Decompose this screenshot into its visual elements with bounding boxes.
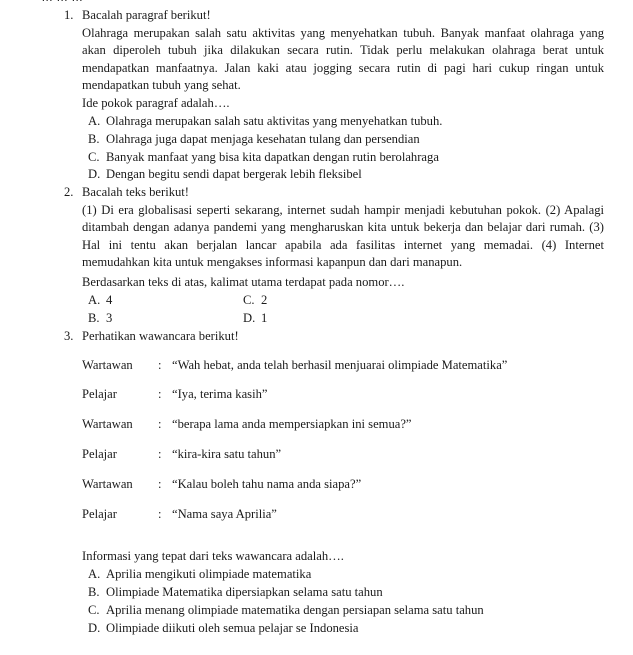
dialogue-separator: : (158, 358, 162, 372)
dialogue-separator: : (158, 417, 162, 431)
question-2-instruction: Bacalah teks berikut! (82, 185, 190, 199)
question-1-option-b[interactable]: B. Olahraga juga dapat menjaga kesehatan tulang dan persendian (88, 132, 420, 146)
dialogue-separator: : (158, 447, 162, 461)
dialogue-line: “Iya, terima kasih” (172, 387, 268, 401)
question-2-option-c[interactable]: C. 2 (243, 293, 268, 307)
question-3-number: 3. (64, 329, 74, 343)
question-3-prompt: Informasi yang tepat dari teks wawancara adalah…. (82, 549, 344, 563)
question-1-instruction: Bacalah paragraf berikut! (82, 8, 211, 22)
dialogue-line: “berapa lama anda mempersiapkan ini semua?” (172, 417, 412, 431)
question-2-number: 2. (64, 185, 74, 199)
dialogue-line: “Kalau boleh tahu nama anda siapa?” (172, 477, 362, 491)
question-1-number: 1. (64, 8, 74, 22)
dialogue-line: “kira-kira satu tahun” (172, 447, 282, 461)
dialogue-speaker: Pelajar (82, 507, 117, 521)
dialogue-speaker: Pelajar (82, 387, 117, 401)
question-2-option-b[interactable]: B. 3 (88, 311, 113, 325)
dialogue-separator: : (158, 387, 162, 401)
question-1-option-c[interactable]: C. Banyak manfaat yang bisa kita dapatkan dengan rutin berolahraga (88, 150, 439, 164)
question-3-option-c[interactable]: C. Aprilia menang olimpiade matematika dengan persiapan selama satu tahun (88, 603, 484, 617)
dialogue-speaker: Wartawan (82, 477, 133, 491)
question-1-prompt: Ide pokok paragraf adalah…. (82, 96, 230, 110)
cut-off-line (42, 0, 83, 7)
question-2-prompt: Berdasarkan teks di atas, kalimat utama terdapat pada nomor…. (82, 275, 405, 289)
question-2-paragraph: (1) Di era globalisasi seperti sekarang, internet sudah hampir menjadi kebutuhan pokok. (2) Apalagi ditambah dengan adanya pandemi yang mengharuskan kita untuk bekerja dan belajar dari rumah. (3) Hal ini tentu akan berjalan lancar apabila ada fasilitas internet yang memadai. (4) Internet memudahkan kita untuk mengakses informasi kapanpun dan dari manapun. (82, 203, 604, 270)
dialogue-separator: : (158, 477, 162, 491)
question-3-option-d[interactable]: D. Olimpiade diikuti oleh semua pelajar se Indonesia (88, 621, 359, 635)
question-1-paragraph: Olahraga merupakan salah satu aktivitas yang menyehatkan tubuh. Banyak manfaat olahraga yang akan diperoleh tubuh jika dilakukan secara rutin. Tidak perlu melakukan olahraga berat untuk mendapatkan manfaatnya. Jalan kaki atau jogging secara rutin di pagi hari cukup ringan untuk mendapatkan tubuh yang sehat. (82, 26, 604, 93)
question-1-option-a[interactable]: A. Olahraga merupakan salah satu aktivitas yang menyehatkan tubuh. (88, 114, 443, 128)
question-3-instruction: Perhatikan wawancara berikut! (82, 329, 239, 343)
dialogue-speaker: Wartawan (82, 417, 133, 431)
question-2-option-d[interactable]: D. 1 (243, 311, 268, 325)
question-1-option-d[interactable]: D. Dengan begitu sendi dapat bergerak lebih fleksibel (88, 167, 362, 181)
question-2-option-a[interactable]: A. 4 (88, 293, 113, 307)
question-3-option-b[interactable]: B. Olimpiade Matematika dipersiapkan selama satu tahun (88, 585, 383, 599)
dialogue-line: “Wah hebat, anda telah berhasil menjuarai olimpiade Matematika” (172, 358, 508, 372)
dialogue-speaker: Pelajar (82, 447, 117, 461)
dialogue-separator: : (158, 507, 162, 521)
dialogue-line: “Nama saya Aprilia” (172, 507, 277, 521)
question-3-option-a[interactable]: A. Aprilia mengikuti olimpiade matematika (88, 567, 312, 581)
dialogue-speaker: Wartawan (82, 358, 133, 372)
